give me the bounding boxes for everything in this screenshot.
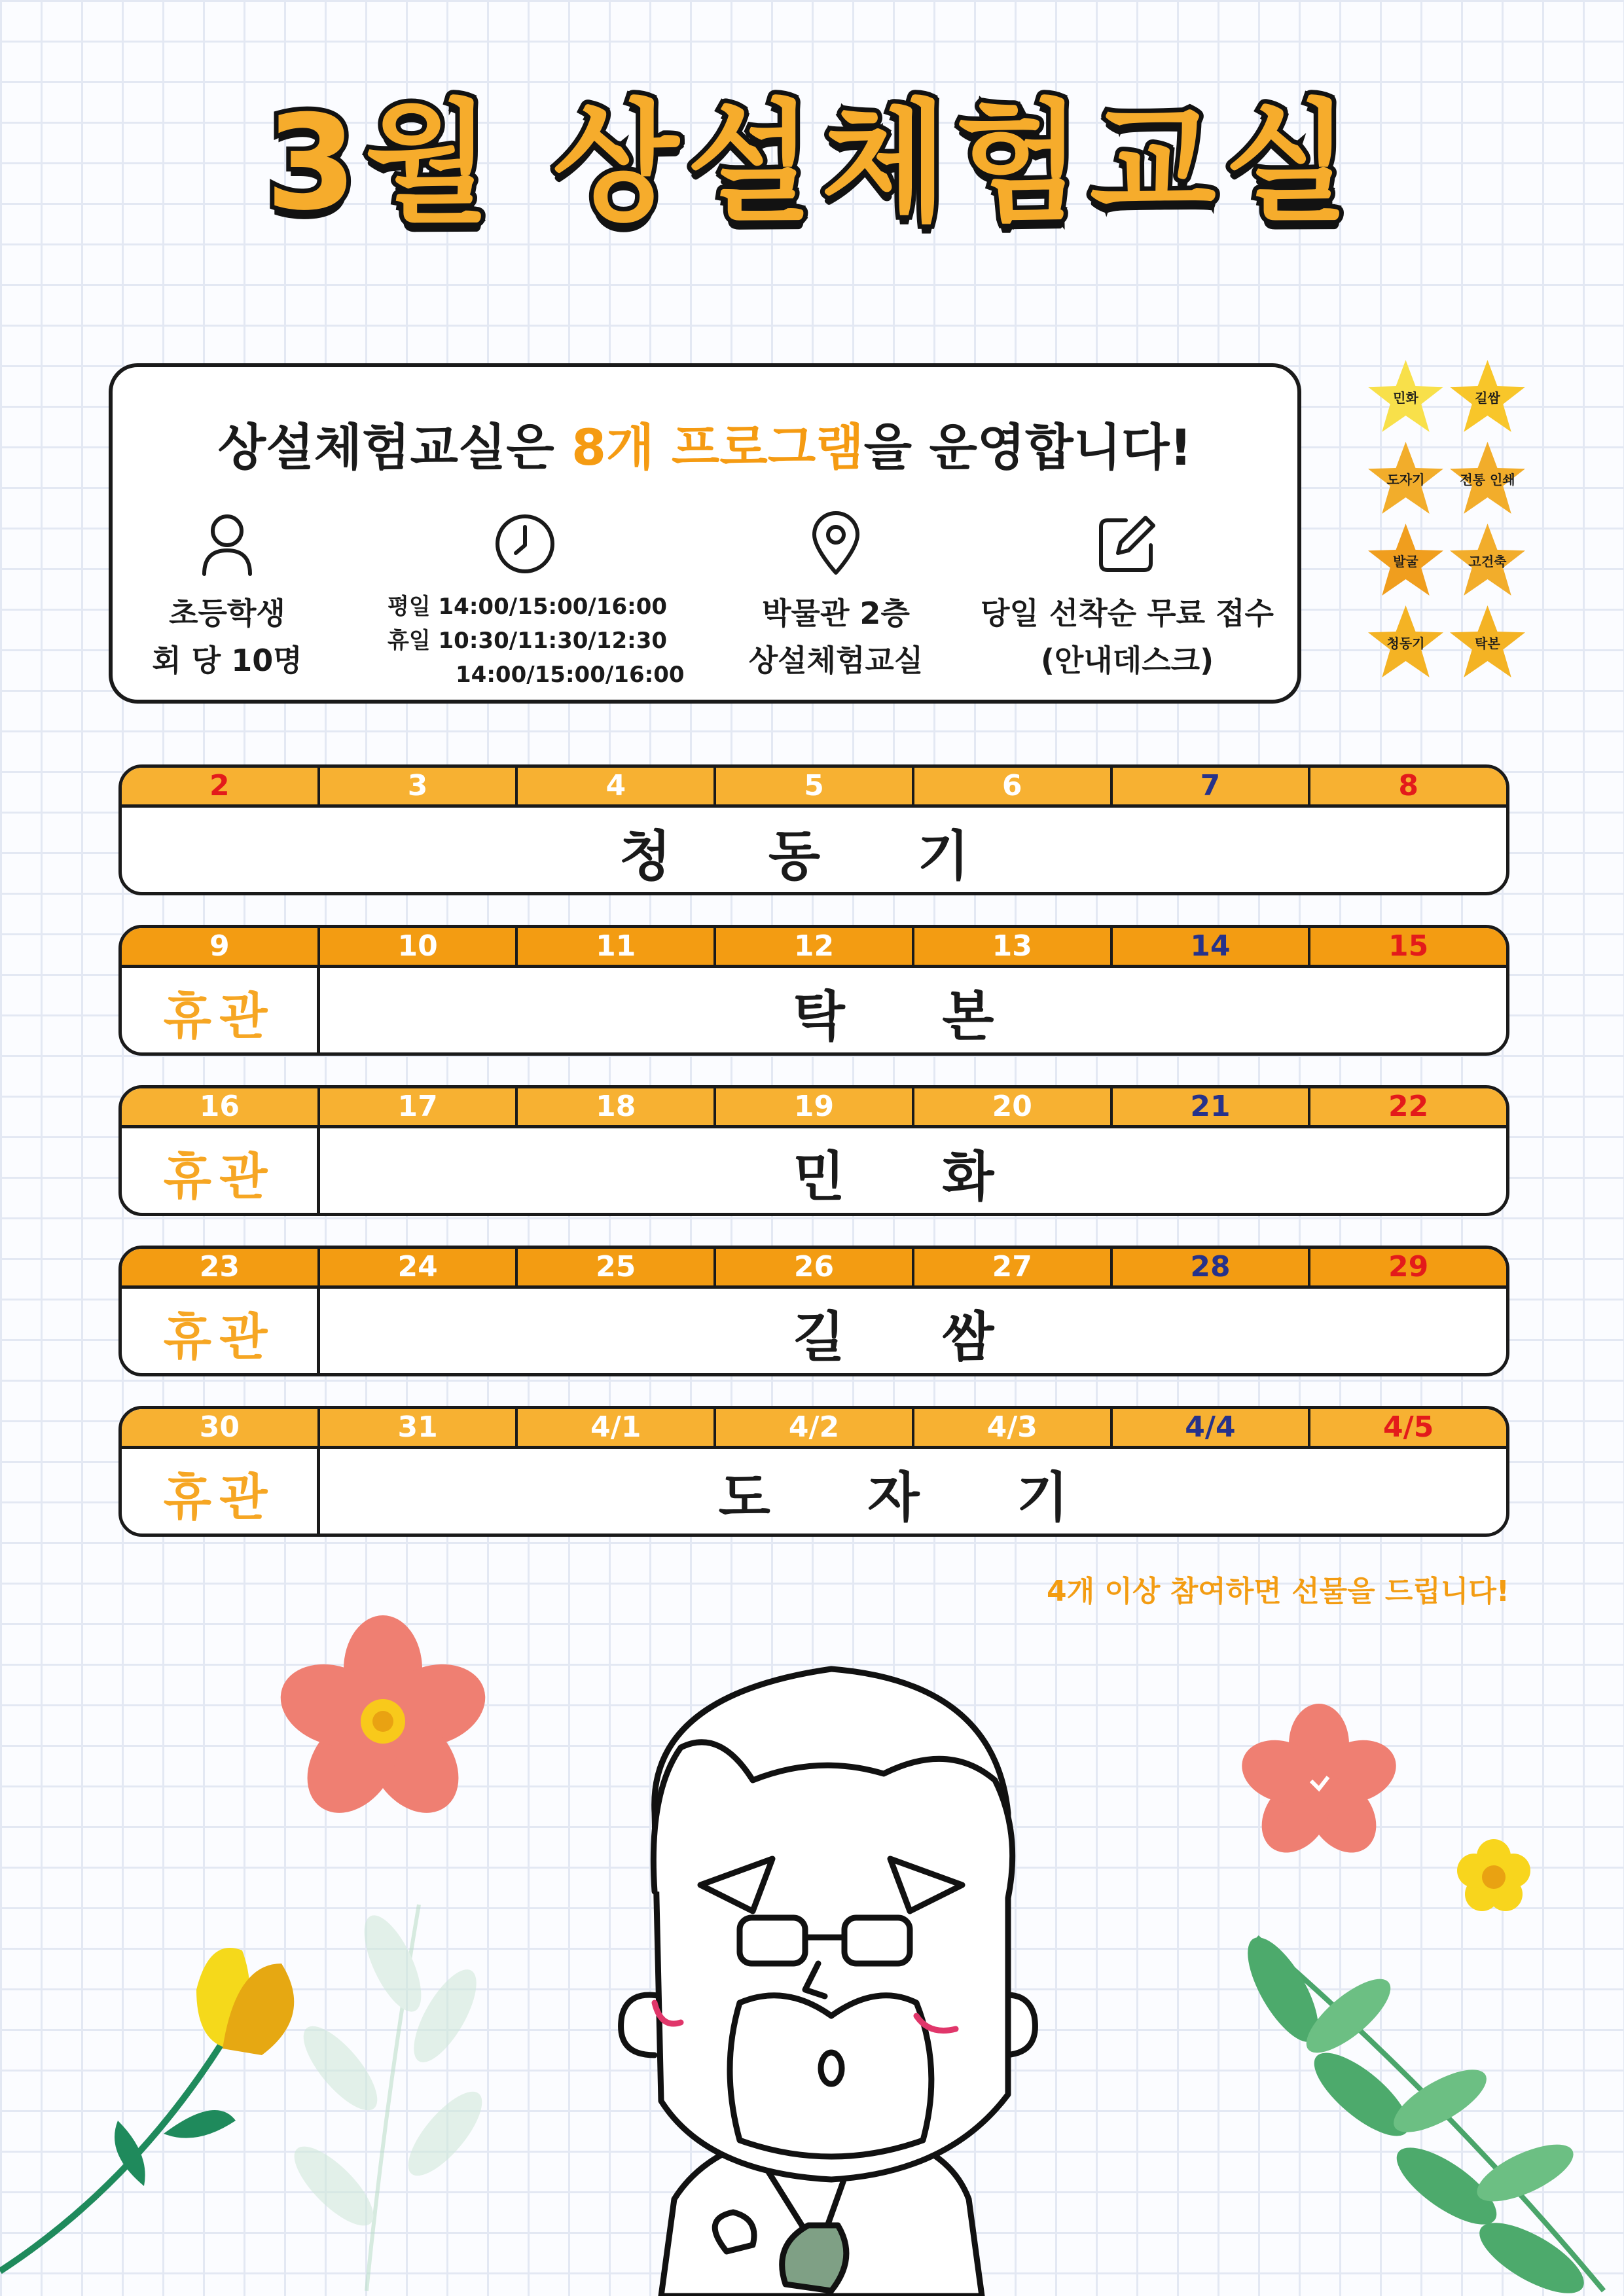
info-headline (113, 408, 1297, 479)
program-star (1447, 520, 1528, 602)
day-cell: 16 (122, 1088, 320, 1125)
program-stars (1365, 357, 1528, 684)
day-cell: 23 (122, 1249, 320, 1285)
day-cell: 11 (518, 928, 716, 965)
day-cell: 31 (320, 1409, 518, 1446)
day-cell: 20 (914, 1088, 1113, 1125)
program-star (1447, 357, 1528, 439)
day-cell: 15 (1388, 929, 1429, 963)
week-row-4 (118, 1246, 1509, 1376)
info-hours (388, 511, 685, 692)
headline-text-end: 을 운영합니다! (863, 418, 1193, 476)
headline-text: 상설체험교실은 (217, 418, 572, 476)
target-line1: 초등학생 (169, 596, 285, 631)
day-cell: 5 (716, 768, 914, 804)
day-cell: 10 (320, 928, 518, 965)
signup-line2: (안내데스크) (1040, 643, 1214, 678)
info-box (109, 363, 1301, 704)
star-label: 발굴 (1393, 553, 1418, 569)
day-cell: 13 (914, 928, 1113, 965)
day-cell: 22 (1388, 1090, 1429, 1123)
day-cell: 17 (320, 1088, 518, 1125)
day-cell: 2 (122, 768, 320, 804)
star-label: 도자기 (1386, 471, 1425, 488)
day-cell: 28 (1113, 1249, 1311, 1285)
day-cell: 7 (1113, 768, 1311, 804)
day-header (122, 928, 1506, 968)
day-cell: 6 (914, 768, 1113, 804)
week-row-2 (118, 925, 1509, 1056)
star-label: 고건축 (1468, 553, 1507, 569)
day-cell: 4/3 (914, 1409, 1113, 1446)
day-header (122, 768, 1506, 808)
day-cell: 19 (716, 1088, 914, 1125)
star-label: 청동기 (1386, 635, 1425, 651)
place-line2: 상설체험교실 (748, 643, 924, 678)
info-place (718, 511, 954, 684)
person-icon (198, 511, 257, 577)
holiday-hours-continued: 14:00/15:00/16:00 (456, 662, 685, 688)
holiday-hours: 휴일 10:30/11:30/12:30 (388, 628, 668, 654)
day-cell: 18 (518, 1088, 716, 1125)
day-cell: 4 (518, 768, 716, 804)
week-row-5 (118, 1406, 1509, 1537)
program-name: 도 자 기 (718, 1466, 1108, 1529)
illustration (0, 1597, 1624, 2296)
day-header (122, 1409, 1506, 1449)
program-star (1447, 602, 1528, 684)
character-illustration (621, 1669, 1036, 2296)
day-cell: 4/5 (1383, 1410, 1434, 1444)
clock-icon (492, 511, 558, 577)
program-name: 청 동 기 (619, 825, 1009, 888)
closed-label: 휴관 (122, 1449, 320, 1537)
info-signup (970, 511, 1284, 684)
closed-label: 휴관 (122, 1289, 320, 1376)
leaf-branch-icon (283, 1905, 494, 2291)
location-pin-icon (806, 511, 865, 577)
day-cell: 24 (320, 1249, 518, 1285)
edit-icon (1094, 511, 1160, 577)
place-line1: 박물관 2층 (762, 596, 910, 631)
headline-highlight: 8개 프로그램 (571, 418, 864, 476)
day-cell: 30 (122, 1409, 320, 1446)
info-target (145, 511, 309, 684)
program-name: 탁 본 (793, 985, 1034, 1048)
target-line2: 회 당 10명 (152, 643, 302, 678)
day-cell: 3 (320, 768, 518, 804)
day-cell: 8 (1398, 769, 1418, 802)
day-cell: 27 (914, 1249, 1113, 1285)
closed-label: 휴관 (122, 1128, 320, 1216)
pink-flower-icon (1234, 1704, 1404, 1866)
day-cell: 26 (716, 1249, 914, 1285)
program-star (1365, 520, 1447, 602)
page-title: 3월 상설체험교실 (265, 87, 1359, 240)
star-label: 길쌈 (1475, 389, 1500, 406)
program-star (1365, 357, 1447, 439)
signup-line1: 당일 선착순 무료 접수 (981, 596, 1274, 631)
program-star (1365, 602, 1447, 684)
program-star (1447, 439, 1528, 520)
program-name: 민 화 (793, 1145, 1034, 1208)
closed-label: 휴관 (122, 968, 320, 1056)
day-cell: 25 (518, 1249, 716, 1285)
program-name: 길 쌈 (793, 1306, 1034, 1369)
day-header (122, 1088, 1506, 1128)
gift-note: 4개 이상 참여하면 선물을 드립니다! (1046, 1575, 1509, 1608)
week-row-1 (118, 764, 1509, 895)
program-star (1365, 439, 1447, 520)
pink-flower-icon (270, 1615, 496, 1830)
day-cell: 29 (1388, 1250, 1429, 1283)
star-label: 전통 인쇄 (1460, 471, 1515, 488)
day-cell: 21 (1113, 1088, 1311, 1125)
yellow-tulip-icon (0, 1948, 294, 2271)
weekday-hours: 평일 14:00/15:00/16:00 (388, 594, 668, 620)
week-row-3 (118, 1085, 1509, 1216)
day-cell: 4/1 (518, 1409, 716, 1446)
day-cell: 4/2 (716, 1409, 914, 1446)
day-cell: 4/4 (1113, 1409, 1311, 1446)
star-label: 민화 (1393, 389, 1418, 406)
leaf-branch-icon (1235, 1928, 1604, 2296)
day-cell: 12 (716, 928, 914, 965)
day-header (122, 1249, 1506, 1289)
day-cell: 9 (122, 928, 320, 965)
star-label: 탁본 (1475, 635, 1500, 651)
day-cell: 14 (1113, 928, 1311, 965)
yellow-flower-icon (1457, 1839, 1530, 1911)
